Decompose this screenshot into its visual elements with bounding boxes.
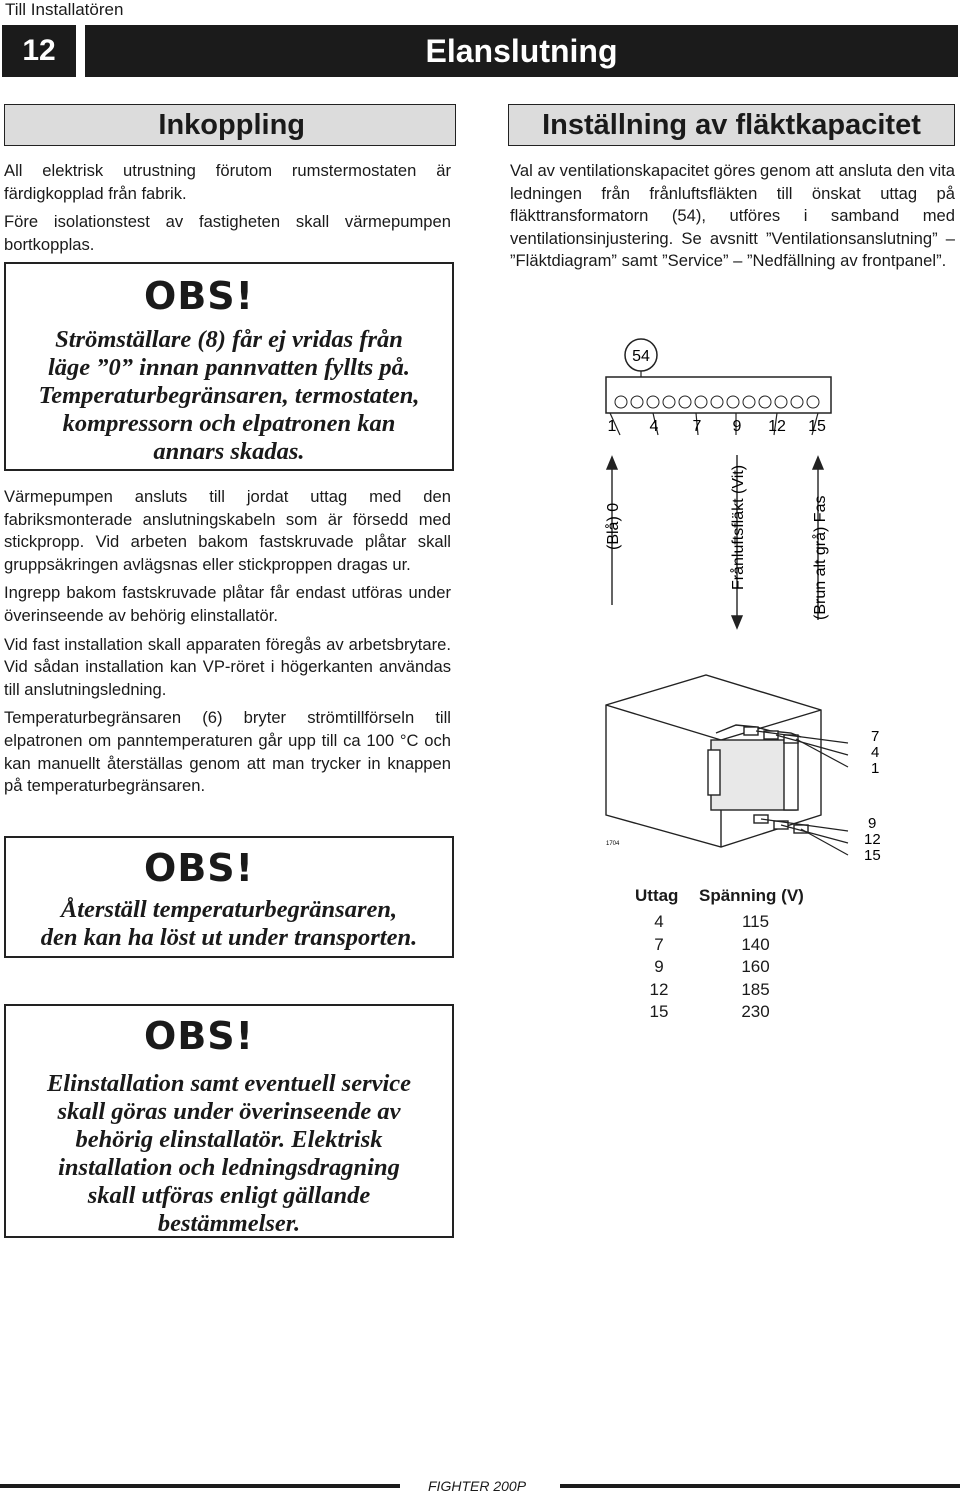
terminal-label: 7 xyxy=(692,418,702,435)
section-title-text: Inkoppling xyxy=(158,108,305,141)
terminal-label: 9 xyxy=(732,418,742,435)
paragraph: Före isolationstest av fastigheten skall värmepumpen bortkopplas. xyxy=(4,212,451,254)
page-number: 12 xyxy=(2,25,76,77)
obs-line: annars skadas. xyxy=(153,438,305,465)
transformer-label: 1 xyxy=(871,760,880,777)
table-cell: 12 xyxy=(649,979,669,999)
chapter-title: Elanslutning xyxy=(85,25,958,77)
table-row xyxy=(635,980,829,1003)
obs-title: OBS! xyxy=(144,846,254,890)
obs-line: Strömställare (8) får ej vridas från xyxy=(55,326,403,353)
section-title-inkoppling xyxy=(4,104,456,146)
section-title-text: Inställning av fläktkapacitet xyxy=(542,108,921,141)
table-cell: 15 xyxy=(649,1002,669,1021)
obs-line: bestämmelser. xyxy=(157,1210,301,1237)
terminal-label: 15 xyxy=(808,418,826,435)
obs-line: Temperaturbegränsaren, termostaten, xyxy=(38,382,420,409)
obs-line: skall göras under överinseende av xyxy=(57,1098,401,1125)
column-header: Uttag xyxy=(635,886,679,905)
right-paragraph xyxy=(510,160,955,273)
obs-notice-2 xyxy=(4,836,454,958)
table-row xyxy=(635,935,829,958)
component-label: 54 xyxy=(632,348,650,365)
table-cell: 7 xyxy=(654,934,664,954)
table-cell: 185 xyxy=(741,979,770,999)
table-row xyxy=(635,1002,829,1025)
obs-line: behörig elinstallatör. Elektrisk xyxy=(75,1126,383,1153)
obs-line: Elinstallation samt eventuell service xyxy=(46,1070,412,1097)
obs-line: installation och ledningsdragning xyxy=(58,1154,400,1181)
obs-text xyxy=(6,896,452,952)
obs-notice-3 xyxy=(4,1004,454,1238)
obs-line: läge ”0” innan pannvatten fyllts på. xyxy=(47,354,411,381)
transformer-label: 15 xyxy=(864,847,881,864)
paragraph: Vid fast installation skall apparaten föregås av arbetsbrytare. Vid sådan installation kan VP-röret i högerkanten användas till anslutningsledning. xyxy=(4,634,451,699)
main-paragraphs xyxy=(4,486,451,798)
obs-line: skall utföras enligt gällande xyxy=(87,1182,371,1209)
obs-title: OBS! xyxy=(144,274,254,318)
transformer-label: 9 xyxy=(868,815,877,832)
running-head: Till Installatören xyxy=(5,0,124,19)
table-cell: 115 xyxy=(741,912,770,931)
transformer-wiring-diagram xyxy=(596,335,896,865)
paragraph: Val av ventilationskapacitet göres genom att ansluta den vita ledningen från frånluftsfläkten till önskat uttag på fläkttransformatorn (54), utföres i samband med ventilationsinjustering. Se avsnitt ”Ventilationsanslutning” – ”Fläktdiagram” samt ”Service” – ”Nedfällning av frontpanel”. xyxy=(510,161,955,271)
obs-line: den kan ha löst ut under transporten. xyxy=(40,924,418,951)
table-cell: 230 xyxy=(741,1002,770,1021)
column-header: Spänning (V) xyxy=(699,886,804,905)
paragraph: Ingrepp bakom fastskruvade plåtar får endast utföras under överinseende av behörig elinstallatör. xyxy=(4,583,451,625)
obs-notice-1 xyxy=(4,262,454,471)
terminal-label: 1 xyxy=(607,418,617,435)
footer-bar-left xyxy=(0,1484,400,1488)
table-row xyxy=(635,957,829,980)
table-header xyxy=(635,886,829,906)
obs-line: kompressorn och elpatronen kan xyxy=(62,410,396,437)
table-cell: 160 xyxy=(741,957,770,976)
paragraph: All elektrisk utrustning förutom rumstermostaten är färdigkopplad från fabrik. xyxy=(4,161,451,203)
table-cell: 9 xyxy=(654,957,664,976)
footer-product: FIGHTER 200P xyxy=(428,1478,527,1494)
table-cell: 140 xyxy=(741,934,770,954)
terminal-label: 4 xyxy=(649,418,659,435)
wire-label: (Brun alt grå) Fas xyxy=(812,495,829,620)
table-body xyxy=(635,912,829,1025)
transformer-label: 12 xyxy=(864,831,881,848)
table-row xyxy=(635,912,829,935)
wire-label: Frånluftsfläkt (Vit) xyxy=(730,464,747,590)
paragraph: Temperaturbegränsaren (6) bryter strömtillförseln till elpatronen om panntemperaturen går upp till ca 100 °C och kan manuellt återställas genom att man trycker in knappen på temperaturbegränsaren. xyxy=(4,708,451,796)
figure-mark: 1704 xyxy=(606,841,620,847)
terminal-labels xyxy=(608,418,826,435)
wire-labels xyxy=(604,465,829,620)
footer-bar-right xyxy=(560,1484,960,1488)
terminal-label: 12 xyxy=(768,418,786,435)
transformer-label: 4 xyxy=(871,744,880,761)
wire-label: (Blå) 0 xyxy=(605,502,622,550)
transformer-label: 7 xyxy=(871,728,880,745)
voltage-table xyxy=(635,886,829,1025)
obs-text xyxy=(6,326,452,466)
section-title-flaktkapacitet xyxy=(508,104,955,146)
transformer-body xyxy=(606,675,821,847)
table-cell: 4 xyxy=(654,912,664,931)
obs-line: Återställ temperaturbegränsaren, xyxy=(60,896,398,923)
transformer-labels xyxy=(864,728,881,864)
wire-arrows xyxy=(607,455,823,628)
intro-paragraphs xyxy=(4,160,451,256)
paragraph: Värmepumpen ansluts till jordat uttag med den fabriksmonterade anslutningskabeln som är försedd med stickpropp. Vid arbeten bakom fastskruvade plåtar skall gruppsäkringen avlägsnas eller stickproppen dragas ur. xyxy=(4,487,451,574)
obs-title: OBS! xyxy=(144,1014,254,1058)
obs-text xyxy=(6,1070,452,1238)
